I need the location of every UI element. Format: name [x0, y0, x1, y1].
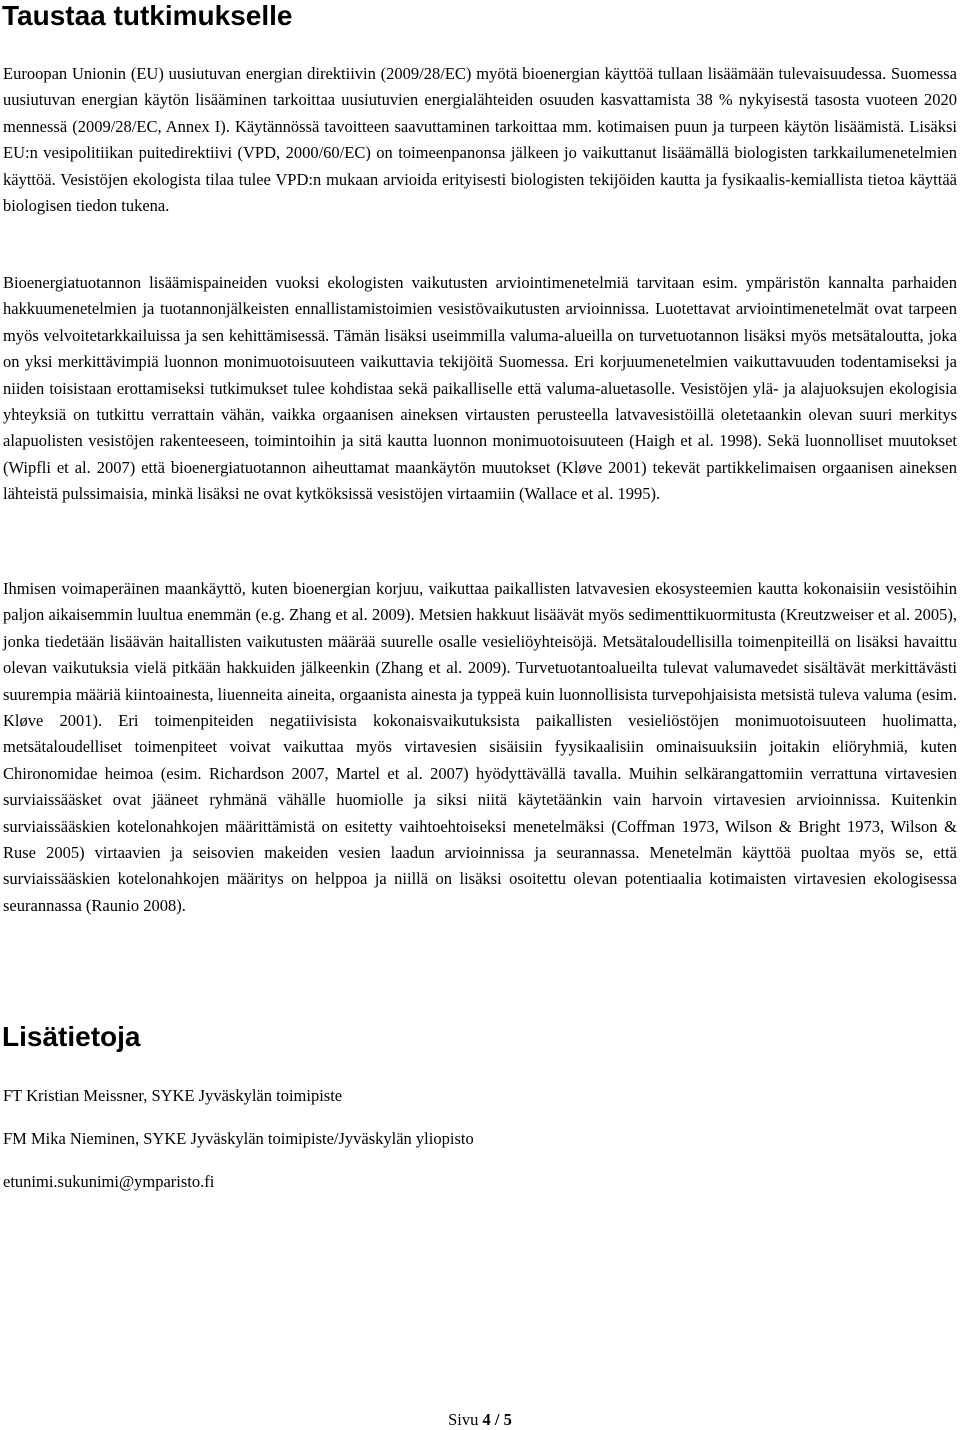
paragraph-3: Ihmisen voimaperäinen maankäyttö, kuten bioenergian korjuu, vaikuttaa paikallisten latvavesien ekosysteemien kautta kokonaisiin vesistöihin paljon aikaisemmin luultua enemmän (e.g. Zhang et al. 2009). Metsien hakkuut lisäävät myös sedimenttikuormitusta (Kreutzweiser et al. 2005), jonka tiedetään lisäävän haitallisten vaikutusten määrää suurelle osalle vesieliöyhteisöjä. Metsätaloudellisilla toimenpiteillä on lisäksi havaittu olevan vaikutuksia vielä pitkään hakkuiden jälkeenkin (Zhang et al. 2009). Turvetuotantoalueilta tulevat valumavedet sisältävät merkittävästi suurempia määriä kiintoainesta, liuenneita aineita, orgaanista ainesta ja typpeä kuin luonnollisista turvepohjaisista metsistä tuleva valuma (esim. Kløve 2001). Eri toimenpiteiden negatiivisista kokonaisvaikutuksista paikallisten vesieliöstöjen monimuotoisuuteen huolimatta, metsätaloudelliset toimenpiteet voivat vaikuttaa myös virtavesien sisäisiin fyysikaalisiin ominaisuuksiin joitakin eliöryhmiä, kuten Chironomidae heimoa (esim. Richardson 2007, Martel et al. 2007) hyödyttävällä tavalla. Muihin selkärangattomiin verrattuna virtavesien surviaissääsket ovat jääneet ryhmänä vähälle huomiolle ja siksi niitä käytetäänkin vain harvoin virtavesien arvioinnissa. Kuitenkin surviaissääskien kotelonahkojen määrittämistä on esitetty vaihtoehtoiseksi menetelmäksi (Coffman 1973, Wilson & Bright 1973, Wilson & Ruse 2005) virtaavien ja seisovien makeiden vesien laadun arvioinnissa ja seurannassa. Menetelmän käyttöä puoltaa myös se, että surviaissääskien kotelonahkojen määritys on helppoa ja niillä on lisäksi osoitettu olevan potentiaalia kotimaisten virtavesien ekologisessa seurannassa (Raunio 2008).	[3, 579, 957, 915]
section-heading-more-info: Lisätietoja	[2, 1021, 141, 1052]
page-number-footer	[0, 1410, 960, 1430]
contact-email: etunimi.sukunimi@ymparisto.fi	[3, 1172, 215, 1191]
paragraph-2: Bioenergiatuotannon lisäämispaineiden vuoksi ekologisten vaikutusten arviointimenetelmiä tarvitaan esim. ympäristön kannalta parhaiden hakkuumenetelmien ja tuotannonjälkeisten ennallistamistoimien vesistövaikutusten arvioinnissa. Luotettavat arviointimenetelmät ovat tarpeen myös velvoitetarkkailuissa ja sen kehittämisessä. Tämän lisäksi useimmilla valuma-alueilla on turvetuotannon lisäksi myös metsätaloutta, joka on yksi merkittävimpiä luonnon monimuotoisuuteen vaikuttavia tekijöitä Suomessa. Eri korjuumenetelmien vaikuttavuuden todentamiseksi ja niiden toisistaan erottamiseksi tutkimukset tulee kohdistaa sekä paikalliselle että valuma-aluetasolle. Vesistöjen ylä- ja alajuoksujen ekologisia yhteyksiä on tutkittu verrattain vähän, vaikka orgaanisen aineksen virtausten perusteella latvavesistöillä oletetaankin olevan suuri merkitys alapuolisten vesistöjen rakenteeseen, toimintoihin ja sitä kautta luonnon monimuotoisuuteen (Haigh et al. 1998). Sekä luonnolliset muutokset (Wipfli et al. 2007) että bioenergiatuotannon aiheuttamat maankäytön muutokset (Kløve 2001) tekevät partikkelimaisen orgaanisen aineksen lähteistä pulssimaisia, minkä lisäksi ne ovat kytköksissä vesistöjen virtaamiin (Wallace et al. 1995).	[3, 273, 957, 504]
section-heading-background: Taustaa tutkimukselle	[2, 0, 293, 31]
page-label: Sivu	[448, 1410, 483, 1429]
contact-line-2: FM Mika Nieminen, SYKE Jyväskylän toimipiste/Jyväskylän yliopisto	[3, 1129, 474, 1148]
page-separator: /	[490, 1410, 504, 1429]
paragraph-1: Euroopan Unionin (EU) uusiutuvan energian direktiivin (2009/28/EC) myötä bioenergian käyttöä tullaan lisäämään tulevaisuudessa. Suomessa uusiutuvan energian käytön lisääminen tarkoittaa uusiutuvien energialähteiden osuuden kasvattamista 38 % nykyisestä tasosta vuoteen 2020 mennessä (2009/28/EC, Annex I). Käytännössä tavoitteen saavuttaminen tarkoittaa mm. kotimaisen puun ja turpeen käytön lisäämistä. Lisäksi EU:n vesipolitiikan puitedirektiivi (VPD, 2000/60/EC) on toimeenpanonsa jälkeen jo vaikuttanut lisäämällä biologisten tarkkailumenetelmien käyttöä. Vesistöjen ekologista tilaa tulee VPD:n mukaan arvioida erityisesti biologisten tekijöiden kautta ja fysikaalis-kemiallista tietoa käyttää biologisen tiedon tukena.	[3, 64, 957, 216]
contact-line-1: FT Kristian Meissner, SYKE Jyväskylän toimipiste	[3, 1086, 343, 1105]
page-total: 5	[503, 1410, 512, 1429]
page-current: 4	[482, 1410, 491, 1429]
